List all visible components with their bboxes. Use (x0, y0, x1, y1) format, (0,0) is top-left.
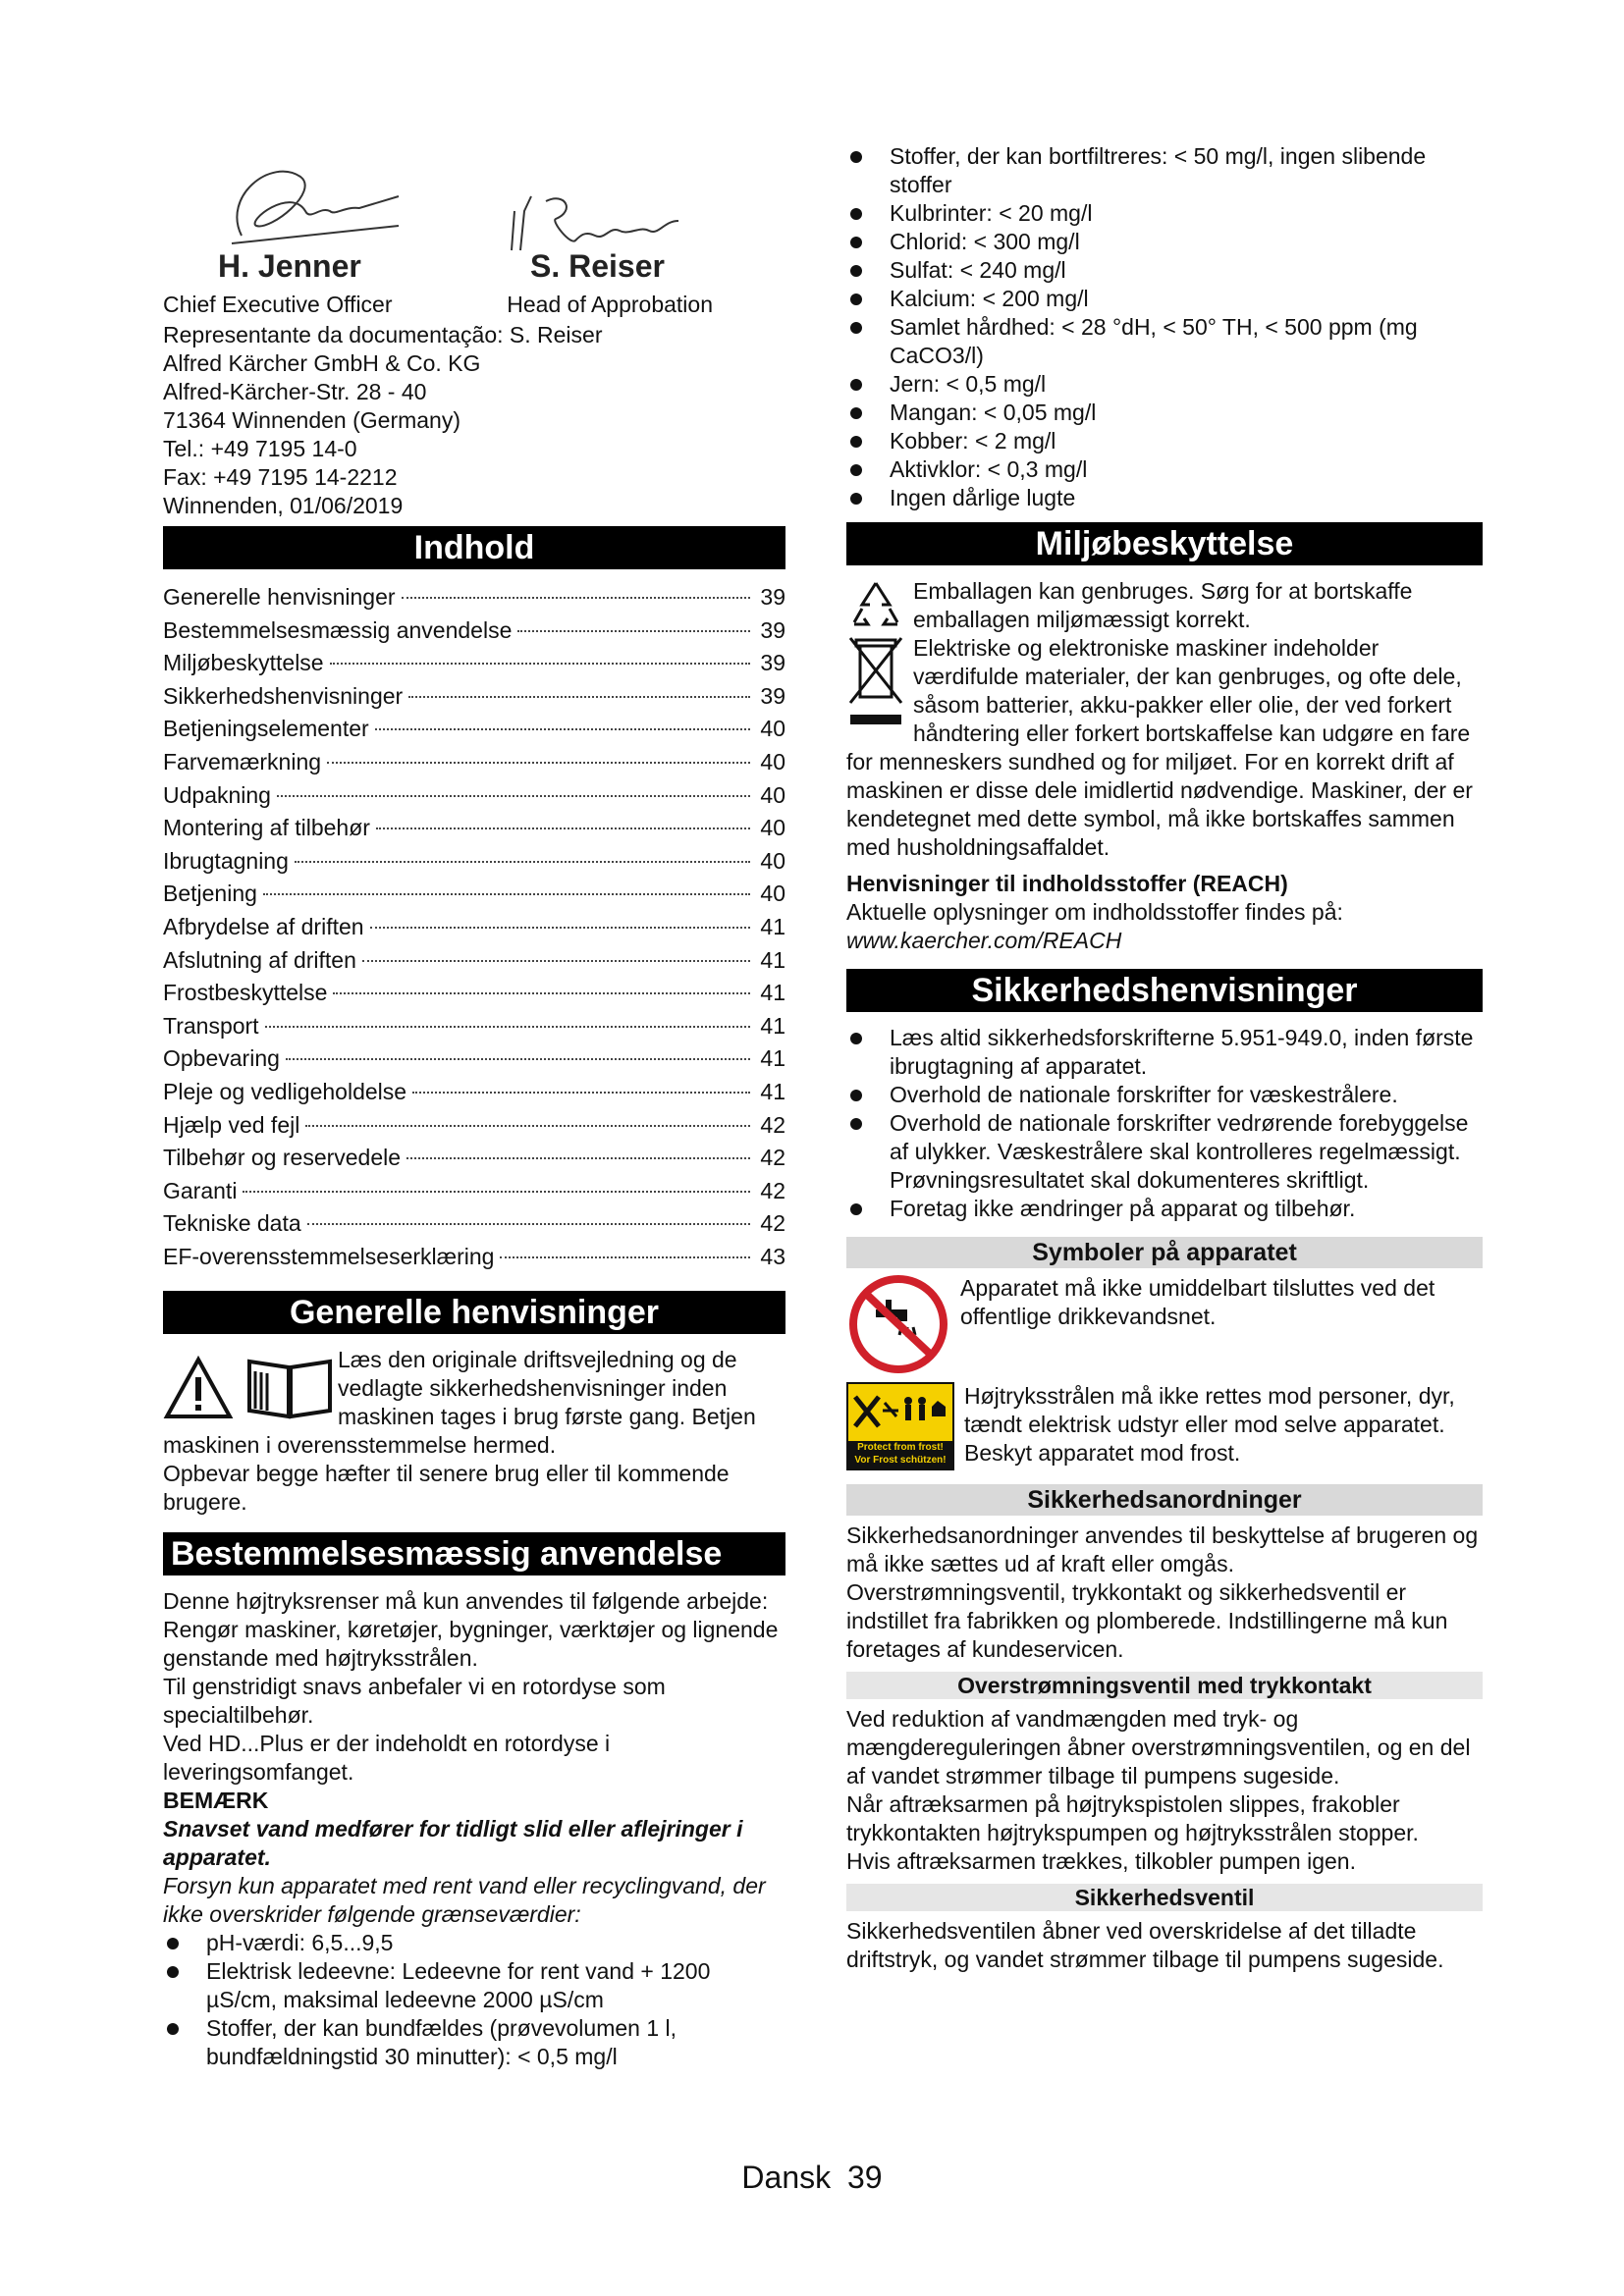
signature-titles (163, 290, 713, 319)
ventil-para: Sikkerhedsventilen åbner ved overskridelse af det tilladte driftstryk, og vandet strømmer tilbage til pumpens sugeside. (846, 1918, 1444, 1972)
limit-item: pH-værdi: 6,5...9,5 (163, 1929, 785, 1957)
toc-entry[interactable]: EF-overensstemmelseserklæring 43 (163, 1243, 785, 1269)
contact-line: Alfred Kärcher GmbH & Co. KG (163, 350, 481, 376)
safety-item: Læs altid sikkerhedsforskrifterne 5.951-949.0, inden første ibrugtagning af apparatet. (846, 1024, 1483, 1081)
toc-entry[interactable]: Farvemærkning 40 (163, 748, 785, 774)
subheading-symboler: Symboler på apparatet (846, 1237, 1483, 1268)
toc-entry[interactable]: Transport 41 (163, 1012, 785, 1039)
toc-entry[interactable]: Ibrugtagning 40 (163, 847, 785, 874)
label-text-line: Vor Frost schützen! (854, 1455, 947, 1466)
anordninger-para: Sikkerhedsanordninger anvendes til beskyttelse af brugeren og må ikke sættes ud af kraft eller omgås. (846, 1522, 1479, 1576)
toc-entry[interactable]: Afslutning af driften 41 (163, 946, 785, 973)
contact-line: Representante da documentação: S. Reiser (163, 322, 603, 347)
toc-entry[interactable]: Opbevaring 41 (163, 1045, 785, 1072)
page-number: 39 (847, 2160, 883, 2195)
toc-heading: Indhold (163, 526, 785, 569)
manual-book-icon (245, 1352, 334, 1420)
section-heading-miljo: Miljøbeskyttelse (846, 522, 1483, 565)
contact-line: Tel.: +49 7195 14-0 (163, 436, 357, 461)
no-drinking-water-connection-icon (846, 1274, 950, 1374)
limit-item: Samlet hårdhed: < 28 °dH, < 50° TH, < 500 ppm (mg CaCO3/l) (846, 313, 1483, 370)
anordninger-para: Overstrømningsventil, trykkontakt og sikkerhedsventil er indstillet fra fabrikken og plomberede. Indstillingerne må kun foretages af kundeservicen. (846, 1579, 1448, 1662)
recycle-text: Emballagen kan genbruges. Sørg for at bortskaffe emballagen miljømæssigt korrekt. (913, 578, 1413, 632)
toc-entry[interactable]: Afbrydelse af driften 41 (163, 913, 785, 939)
label-black-band (848, 1441, 952, 1468)
symbol-row (846, 1382, 1483, 1470)
limit-item: Sulfat: < 240 mg/l (846, 256, 1483, 285)
toc-entry[interactable]: Bestemmelsesmæssig anvendelse 39 (163, 616, 785, 643)
subheading-ventil: Sikkerhedsventil (846, 1884, 1483, 1911)
signature-jenner (212, 157, 408, 255)
contact-line: 71364 Winnenden (Germany) (163, 407, 460, 433)
reach-title: Henvisninger til indholdsstoffer (REACH) (846, 871, 1288, 896)
warning-icon (163, 1356, 234, 1420)
recycle-icon (846, 577, 905, 632)
weee-text: Elektriske og elektroniske maskiner indeholder værdifulde materialer, der kan genbruges, og ofte dele, såsom batterier, akku-pakker eller olie, der ved forkert håndtering eller forkert bortskaffelse kan udgøre en fare for menneskers sundhed og for miljøet. For en korrekt drift af maskinen er disse dele imidlertid nødvendige. Maskiner, der er kendetegnet med dette symbol, må ikke bortskaffes sammen med husholdningsaffaldet. (846, 635, 1473, 860)
limit-item: Chlorid: < 300 mg/l (846, 228, 1483, 256)
page-footer (0, 2158, 1624, 2197)
toc-entry[interactable]: Tekniske data 42 (163, 1210, 785, 1237)
toc-entry[interactable]: Sikkerhedshenvisninger 39 (163, 682, 785, 709)
symbol-text: Apparatet må ikke umiddelbart tilsluttes ved det offentlige drikkevandsnet. (960, 1275, 1435, 1329)
toc-entry[interactable]: Montering af tilbehør 40 (163, 815, 785, 841)
generelle-icon-text: Læs den originale driftsvejledning og de vedlagte sikkerhedshenvisninger inden maskinen tages i brug første gang. Betjen maskinen i overensstemmelse hermed. (163, 1347, 756, 1459)
section-heading-generelle: Generelle henvisninger (163, 1291, 785, 1334)
contact-line: Fax: +49 7195 14-2212 (163, 464, 398, 490)
subheading-overstrom: Overstrømningsventil med trykkontakt (846, 1672, 1483, 1699)
limit-item: Ingen dårlige lugte (846, 484, 1483, 512)
toc-entry[interactable]: Frostbeskyttelse 41 (163, 980, 785, 1006)
note-warning: Snavset vand medfører for tidligt slid eller aflejringer i apparatet. (163, 1816, 743, 1871)
toc-entry[interactable]: Miljøbeskyttelse 39 (163, 650, 785, 676)
toc-entry[interactable]: Hjælp ved fejl 42 (163, 1111, 785, 1138)
table-of-contents (163, 581, 785, 1273)
toc-entry[interactable]: Generelle henvisninger 39 (163, 584, 785, 610)
limit-item: Aktivklor: < 0,3 mg/l (846, 455, 1483, 484)
bestemmelse-para: Rengør maskiner, køretøjer, bygninger, værktøjer og lignende genstande med højtryksstrålen. (163, 1617, 779, 1672)
safety-item: Overhold de nationale forskrifter for væskestrålere. (846, 1081, 1483, 1109)
limit-item: Stoffer, der kan bortfiltreres: < 50 mg/l, ingen slibende stoffer (846, 142, 1483, 199)
note-label: BEMÆRK (163, 1788, 269, 1814)
section-heading-bestemmelse: Bestemmelsesmæssig anvendelse (163, 1532, 785, 1575)
limit-item: Mangan: < 0,05 mg/l (846, 399, 1483, 427)
symbol-row (846, 1274, 1483, 1376)
limit-item: Stoffer, der kan bundfældes (prøvevolumen 1 l, bundfældningstid 30 minutter): < 0,5 mg/l (163, 2014, 785, 2071)
signature-name-jenner: H. Jenner (218, 248, 361, 284)
safety-item: Overhold de nationale forskrifter vedrørende forebyggelse af ulykker. Væskestrålere skal kontrolleres regelmæssigt. Prøvningsresultatet skal dokumenteres skriftligt. (846, 1109, 1483, 1195)
section-heading-sikkerhed: Sikkerhedshenvisninger (846, 969, 1483, 1012)
limit-item: Elektrisk ledeevne: Ledeevne for rent vand + 1200 µS/cm, maksimal ledeevne 2000 µS/cm (163, 1957, 785, 2014)
note-text: Forsyn kun apparatet med rent vand eller recyclingvand, der ikke overskrider følgende grænseværdier: (163, 1873, 766, 1928)
overstrom-para: Ved reduktion af vandmængden med tryk- og mængdereguleringen åbner overstrømningsventilen, og en del af vandet strømmer tilbage til pumpens sugeside. (846, 1706, 1471, 1789)
signature-name-reiser: S. Reiser (530, 248, 665, 284)
limit-item: Jern: < 0,5 mg/l (846, 370, 1483, 399)
toc-entry[interactable]: Tilbehør og reservedele 42 (163, 1145, 785, 1171)
contact-block (163, 321, 785, 520)
subheading-anordninger: Sikkerhedsanordninger (846, 1484, 1483, 1516)
safety-item: Foretag ikke ændringer på apparat og tilbehør. (846, 1195, 1483, 1223)
crossed-bin-icon (846, 634, 905, 728)
signature-title-jenner: Chief Executive Officer (163, 292, 393, 317)
generelle-icons (163, 1346, 338, 1428)
signature-title-reiser: Head of Approbation (507, 292, 713, 317)
overstrom-para: Hvis aftræksarmen trækkes, tilkobler pumpen igen. (846, 1848, 1356, 1874)
high-pressure-jet-icon (849, 1387, 949, 1438)
high-pressure-warning-label (846, 1382, 954, 1470)
signature-block (163, 142, 785, 290)
contact-line: Winnenden, 01/06/2019 (163, 493, 404, 518)
bestemmelse-para: Denne højtryksrenser må kun anvendes til følgende arbejde: (163, 1588, 769, 1615)
contact-line: Alfred-Kärcher-Str. 28 - 40 (163, 379, 427, 404)
symbol-text: Højtryksstrålen må ikke rettes mod personer, dyr, tændt elektrisk udstyr eller mod selve apparatet. Beskyt apparatet mod frost. (964, 1383, 1455, 1466)
overstrom-para: Når aftræksarmen på højtrykspistolen slippes, frakobler trykkontakten højtrykspumpen og højtryksstrålen stopper. (846, 1791, 1419, 1845)
generelle-para: Opbevar begge hæfter til senere brug eller til kommende brugere. (163, 1461, 730, 1516)
toc-entry[interactable]: Garanti 42 (163, 1177, 785, 1203)
reach-link[interactable]: www.kaercher.com/REACH (846, 928, 1122, 953)
left-column (163, 142, 785, 2071)
bestemmelse-para: Ved HD...Plus er der indeholdt en rotordyse i leveringsomfanget. (163, 1731, 611, 1786)
generelle-body (163, 1346, 785, 1517)
right-column (846, 142, 1483, 1974)
limit-item: Kobber: < 2 mg/l (846, 427, 1483, 455)
recycle-block (846, 577, 1483, 634)
bestemmelse-para: Til genstridigt snavs anbefaler vi en rotordyse som specialtilbehør. (163, 1674, 666, 1729)
toc-entry[interactable]: Betjeningselementer 40 (163, 716, 785, 742)
toc-entry[interactable]: Pleje og vedligeholdelse 41 (163, 1078, 785, 1104)
label-text-line: Protect from frost! (857, 1442, 944, 1453)
limit-item: Kalcium: < 200 mg/l (846, 285, 1483, 313)
footer-language: Dansk (741, 2160, 832, 2195)
reach-text: Aktuelle oplysninger om indholdsstoffer findes på: (846, 899, 1343, 925)
toc-entry[interactable]: Betjening 40 (163, 881, 785, 907)
limit-item: Kulbrinter: < 20 mg/l (846, 199, 1483, 228)
weee-block (846, 634, 1483, 862)
toc-entry[interactable]: Udpakning 40 (163, 781, 785, 808)
